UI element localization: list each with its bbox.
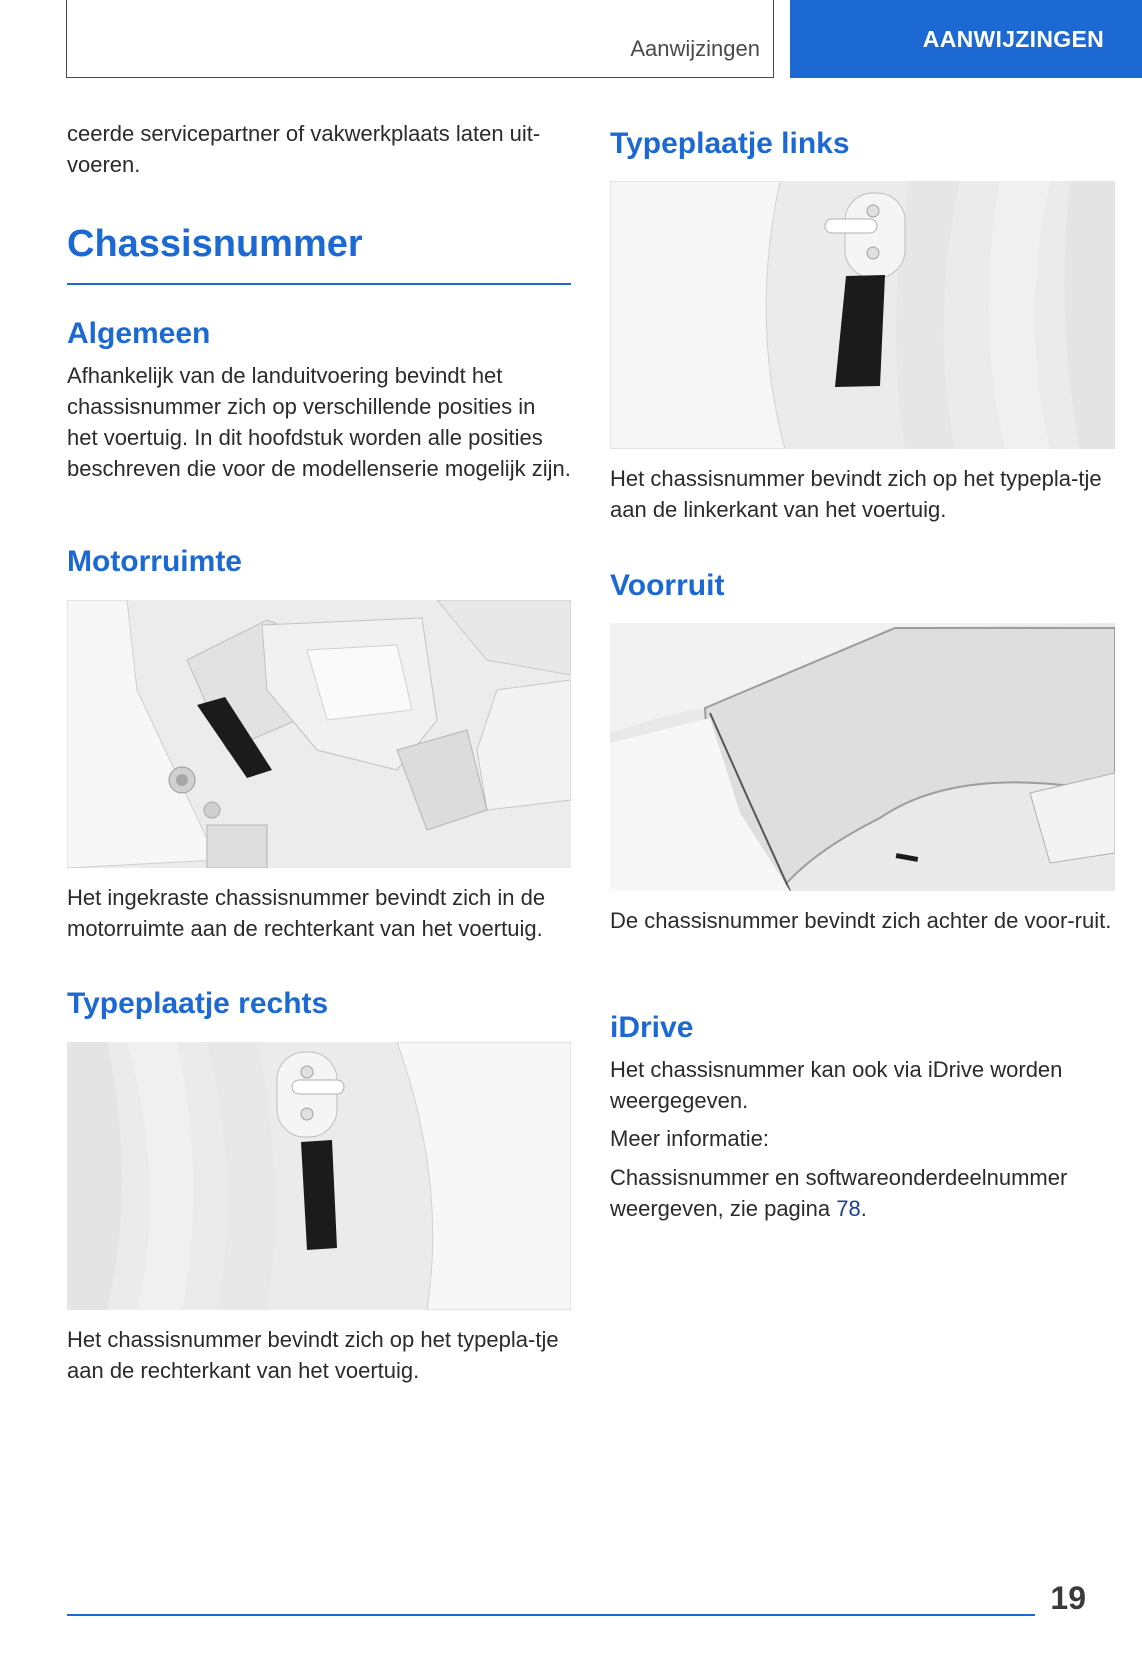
idrive-reference [610, 1162, 1115, 1224]
page-reference-link[interactable]: 78 [836, 1196, 861, 1221]
windscreen-illustration [610, 623, 1115, 891]
heading-idrive: iDrive [610, 1011, 694, 1044]
header-chapter-subtitle: Aanwijzingen [630, 36, 760, 61]
door-pillar-left-illustration [610, 181, 1115, 449]
page-number: 19 [1050, 1580, 1086, 1616]
idrive-reference-text: Chassisnummer en softwareonderdeelnummer weergeven, zie pagina [610, 1165, 1068, 1221]
voorruit-figure [610, 623, 1115, 891]
intro-text: ceerde servicepartner of vakwerkplaats laten uit-voeren. [67, 121, 541, 177]
typeplaatje-links-caption: Het chassisnummer bevindt zich op het typepla-tje aan de linkerkant van het voertuig. [610, 466, 1102, 522]
title-underline [67, 283, 571, 285]
typeplaatje-rechts-caption: Het chassisnummer bevindt zich op het typepla-tje aan de rechterkant van het voertuig. [67, 1327, 559, 1383]
voorruit-caption: De chassisnummer bevindt zich achter de voor-ruit. [610, 908, 1112, 933]
typeplaatje-links-figure [610, 181, 1115, 449]
header-chapter-tab[interactable] [790, 0, 1142, 78]
heading-algemeen: Algemeen [67, 317, 211, 350]
heading-motorruimte: Motorruimte [67, 545, 242, 578]
engine-bay-figure [67, 600, 571, 868]
motorruimte-caption: Het ingekraste chassisnummer bevindt zich in de motorruimte aan de rechterkant van het voertuig. [67, 885, 546, 941]
heading-typeplaatje-rechts: Typeplaatje rechts [67, 987, 329, 1020]
page-title: Chassisnummer [67, 223, 363, 265]
footer-rule [67, 1614, 1035, 1616]
heading-voorruit: Voorruit [610, 569, 725, 602]
heading-typeplaatje-links: Typeplaatje links [610, 127, 850, 160]
header-chapter-tab-label: AANWIJZINGEN [922, 25, 1104, 52]
algemeen-text: Afhankelijk van de landuitvoering bevindt het chassisnummer zich op verschillende posities in het voertuig. In dit hoofdstuk worden alle posities beschreven die voor de modellenserie mogelijk zijn. [67, 363, 571, 481]
idrive-more-info: Meer informatie: [610, 1126, 769, 1151]
door-pillar-right-illustration [67, 1042, 571, 1310]
engine-bay-illustration [67, 600, 571, 868]
idrive-text: Het chassisnummer kan ook via iDrive worden weergegeven. [610, 1057, 1063, 1113]
idrive-reference-end: . [860, 1196, 867, 1221]
typeplaatje-rechts-figure [67, 1042, 571, 1310]
